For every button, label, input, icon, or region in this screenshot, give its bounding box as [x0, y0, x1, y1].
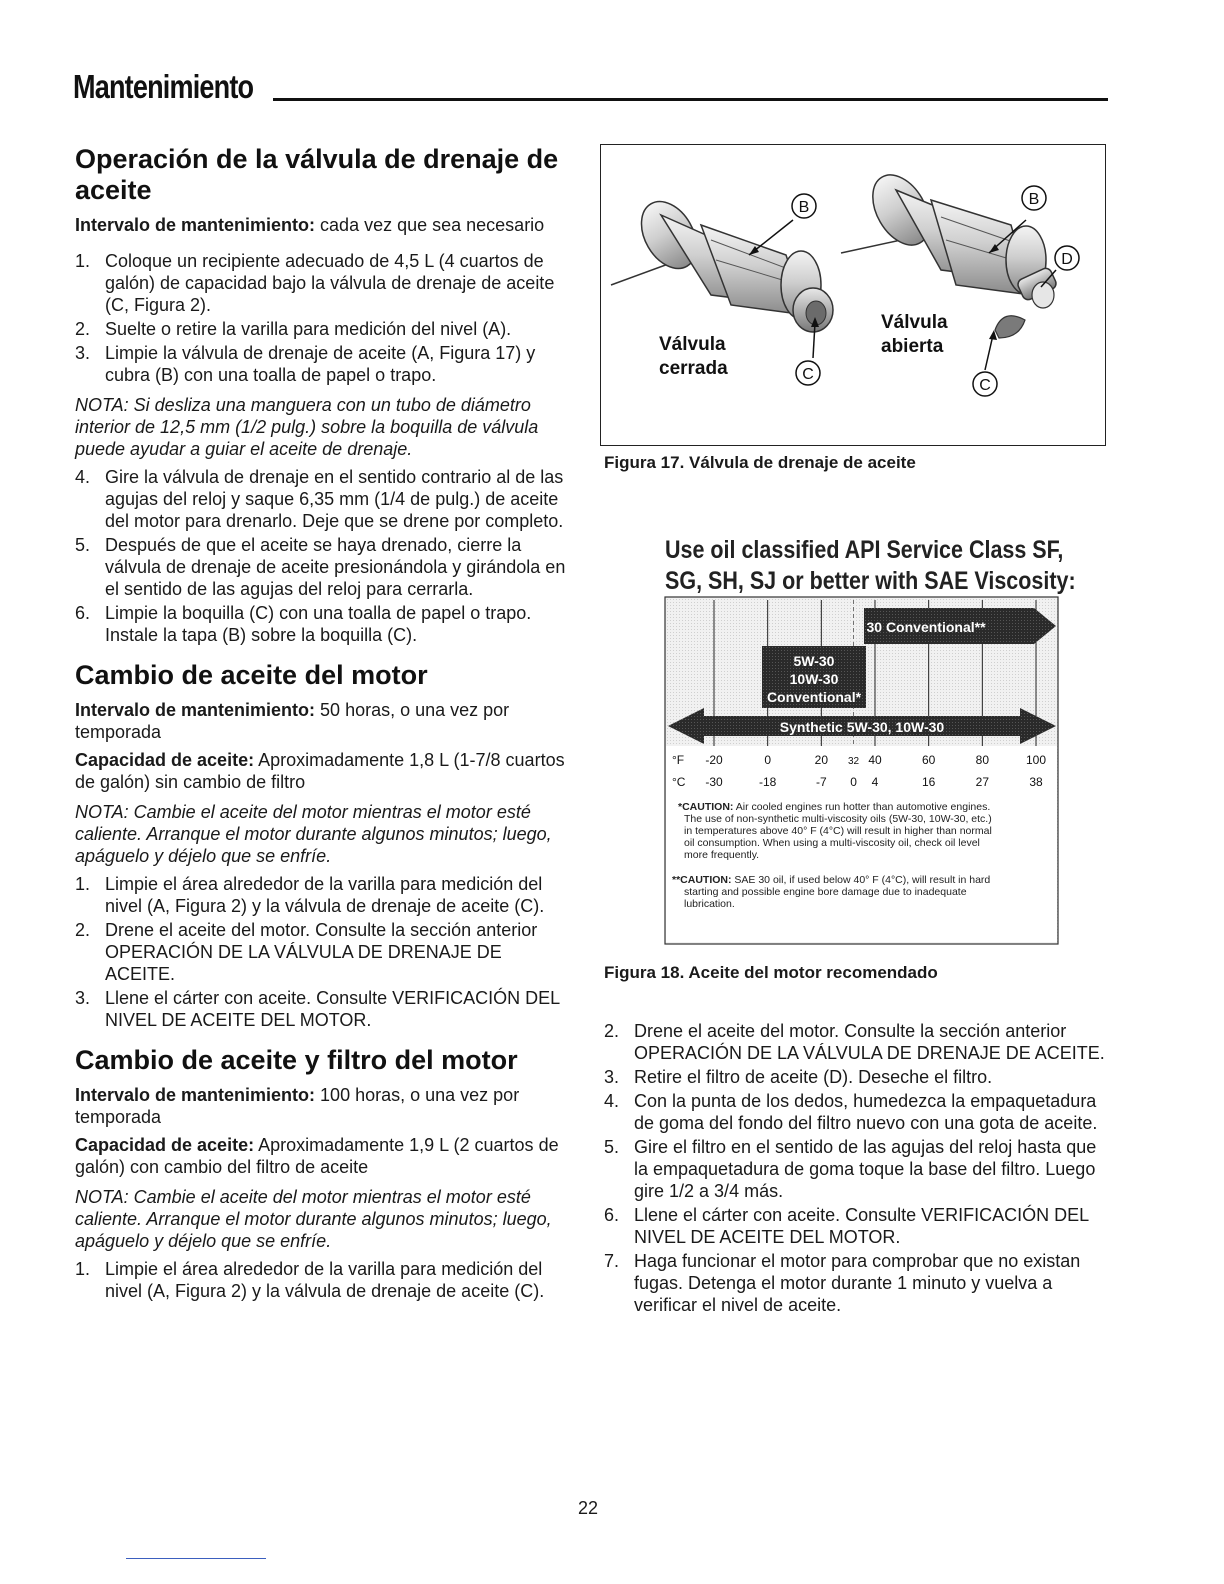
section2-capacity-label: Capacidad de aceite: — [75, 750, 255, 770]
callout-b-label: B — [1028, 191, 1040, 208]
list-item: 1. Coloque un recipiente adecuado de 4,5 L (4 cuartos de galón) de capacidad bajo la válvula de drenaje de aceite (C, Figura 2). — [75, 251, 555, 315]
bar-5w30-label-3: Conventional* — [766, 689, 862, 705]
celsius-tick-label: 4 — [871, 775, 879, 789]
caution2-line: starting and possible engine bore damage due to inadequate — [684, 886, 967, 898]
section3-capacity-value: Aproximadamente 1,9 L (2 cuartos de galón) con cambio del filtro de aceite — [75, 1135, 559, 1177]
caution1-label: *CAUTION: — [678, 801, 734, 813]
caution1-line: more frequently. — [684, 849, 760, 861]
celsius-tick-label: 16 — [921, 775, 936, 789]
list-item: 7. Haga funcionar el motor para comprobar que no existan fugas. Detenga el motor durante 1 minuto y vuelva a verificar el nivel de aceite. — [604, 1251, 1081, 1315]
section1-title: Operación de la válvula de drenaje de aceite — [75, 144, 559, 205]
figure17-illustration — [600, 144, 1106, 446]
section2-capacity — [75, 749, 575, 793]
section1-interval — [75, 214, 575, 236]
temperature-scale-band — [666, 746, 1057, 794]
list-item: 3. Limpie la válvula de drenaje de aceite (A, Figura 17) y cubra (B) con una toalla de papel o trapo. — [75, 343, 536, 385]
list-item: 3. Retire el filtro de aceite (D). Deseche el filtro. — [604, 1067, 993, 1087]
section3-interval-label: Intervalo de mantenimiento: — [75, 1085, 316, 1105]
bar-synthetic-label: Synthetic 5W-30, 10W-30 — [779, 719, 945, 735]
left-column — [75, 140, 575, 1306]
section1-interval-label: Intervalo de mantenimiento: — [75, 215, 316, 235]
list-item: 2. Drene el aceite del motor. Consulte la sección anterior OPERACIÓN DE LA VÁLVULA DE DRENAJE DE ACEITE. — [75, 920, 538, 984]
fahrenheit-tick-label: 40 — [868, 753, 882, 767]
oil-viscosity-chart — [664, 596, 1060, 946]
fahrenheit-tick-label: 20 — [814, 753, 829, 767]
figure18-heading-line1: Use oil classified API Service Class SF, — [665, 536, 1064, 564]
callout-d-label: D — [1061, 251, 1073, 268]
fahrenheit-tick-label: 60 — [921, 753, 936, 767]
section1-interval-value: cada vez que sea necesario — [315, 215, 545, 235]
fahrenheit-tick-label: -20 — [705, 753, 723, 767]
caution1-line: in temperatures above 40° F (4°C) will result in higher than normal — [684, 825, 992, 837]
celsius-tick-label: -30 — [705, 775, 723, 789]
list-item: 5. Después de que el aceite se haya drenado, cierre la válvula de drenaje de aceite presionándola y girándola en el sentido de las agujas del reloj para cerrarla. — [75, 535, 566, 599]
caution1-line: *CAUTION: Air cooled engines run hotter than automotive engines. — [678, 801, 991, 813]
section1-steps-a — [75, 250, 575, 386]
figure18-heading-line2: SG, SH, SJ or better with SAE Viscosity: — [665, 567, 1076, 595]
fahrenheit-tick-label: 32 — [847, 756, 860, 767]
page-header — [73, 68, 1108, 108]
section3-interval-value: 100 horas, o una vez por temporada — [75, 1085, 520, 1127]
viscosity-chart-svg — [664, 596, 1060, 946]
section3-note: NOTA: Cambie el aceite del motor mientras el motor esté caliente. Arranque el motor durante algunos minutos; luego, apáguelo y déjelo que se enfríe. — [75, 1187, 552, 1251]
caution2-line: **CAUTION: SAE 30 oil, if used below 40° F (4°C), will result in hard — [672, 874, 991, 886]
caution1-line: The use of non-synthetic multi-viscosity oils (5W-30, 10W-30, etc.) — [684, 813, 992, 825]
callout-c-label: C — [979, 377, 991, 394]
celsius-tick-label: 27 — [975, 775, 990, 789]
section3-steps-right — [604, 1020, 1114, 1318]
section3-capacity-label: Capacidad de aceite: — [75, 1135, 255, 1155]
caution2-line: lubrication. — [684, 898, 735, 910]
section2-interval — [75, 699, 575, 743]
section3-title: Cambio de aceite y filtro del motor — [75, 1045, 518, 1075]
section2-steps — [75, 873, 575, 1031]
celsius-tick-label: -7 — [815, 775, 827, 789]
closed-valve-label-2: cerrada — [659, 358, 728, 379]
section3-steps-left — [75, 1258, 575, 1302]
header-title: Mantenimiento — [73, 68, 254, 105]
list-item: 3. Llene el cárter con aceite. Consulte VERIFICACIÓN DEL NIVEL DE ACEITE DEL MOTOR. — [75, 988, 560, 1030]
header-rule — [273, 98, 1108, 101]
section1-note: NOTA: Si desliza una manguera con un tubo de diámetro interior de 12,5 mm (1/2 pulg.) sobre la boquilla de válvula puede ayudar a guiar el aceite de drenaje. — [75, 395, 539, 459]
open-valve-label-1: Válvula — [881, 312, 948, 333]
section2-title: Cambio de aceite del motor — [75, 660, 428, 690]
section2-interval-label: Intervalo de mantenimiento: — [75, 700, 316, 720]
bar-30-label: 30 Conventional** — [866, 619, 986, 635]
celsius-tick-label: -18 — [758, 775, 777, 789]
list-item: 6. Llene el cárter con aceite. Consulte VERIFICACIÓN DEL NIVEL DE ACEITE DEL MOTOR. — [604, 1205, 1089, 1247]
celsius-tick-label: 38 — [1029, 775, 1043, 789]
list-item: 1. Limpie el área alrededor de la varilla para medición del nivel (A, Figura 2) y la válvula de drenaje de aceite (C). — [75, 1259, 545, 1301]
fahrenheit-tick-label: 100 — [1025, 753, 1047, 767]
caution1-line: oil consumption. When using a multi-viscosity oil, check oil level — [684, 837, 980, 849]
list-item: 4. Con la punta de los dedos, humedezca la empaquetadura de goma del fondo del filtro nuevo con una gota de aceite. — [604, 1091, 1098, 1133]
section3-capacity — [75, 1134, 575, 1178]
fahrenheit-unit: °F — [672, 753, 685, 767]
callout-line — [985, 335, 993, 370]
figure18-caption: Figura 18. Aceite del motor recomendado — [604, 963, 938, 982]
celsius-unit: °C — [672, 775, 686, 789]
fahrenheit-tick-label: 80 — [975, 753, 990, 767]
bar-5w30-label-2: 10W-30 — [789, 671, 839, 687]
list-item: 4. Gire la válvula de drenaje en el sentido contrario al de las agujas del reloj y saque 6,35 mm (1/4 de pulg.) de aceite del motor para drenarlo. Deje que se drene por completo. — [75, 467, 564, 531]
list-item: 5. Gire el filtro en el sentido de las agujas del reloj hasta que la empaquetadura de goma toque la base del filtro. Luego gire 1/2 a 3/4 más. — [604, 1137, 1097, 1201]
list-item: 2. Drene el aceite del motor. Consulte la sección anterior OPERACIÓN DE LA VÁLVULA DE DRENAJE DE ACEITE. — [604, 1021, 1105, 1063]
section3-interval — [75, 1084, 575, 1128]
section2-capacity-value: Aproximadamente 1,8 L (1-7/8 cuartos de galón) sin cambio de filtro — [75, 750, 565, 792]
section2-note: NOTA: Cambie el aceite del motor mientras el motor esté caliente. Arranque el motor durante algunos minutos; luego, apáguelo y déjelo que se enfríe. — [75, 802, 552, 866]
section1-steps-b — [75, 466, 575, 646]
figure17-caption: Figura 17. Válvula de drenaje de aceite — [604, 453, 916, 472]
open-valve-label-2: abierta — [881, 336, 944, 357]
bar-5w30-label-1: 5W-30 — [793, 653, 835, 669]
page-number: 22 — [578, 1498, 599, 1518]
section2-interval-value: 50 horas, o una vez por temporada — [75, 700, 510, 742]
callout-c-label: C — [802, 366, 814, 383]
footer-rule — [126, 1558, 266, 1559]
callout-b-label: B — [798, 199, 810, 216]
oil-drain-valve-illustration — [601, 145, 1105, 445]
caution2-label: **CAUTION: — [672, 874, 732, 886]
list-item: 6. Limpie la boquilla (C) con una toalla de papel o trapo. Instale la tapa (B) sobre la boquilla (C). — [75, 603, 532, 645]
list-item: 1. Limpie el área alrededor de la varilla para medición del nivel (A, Figura 2) y la válvula de drenaje de aceite (C). — [75, 874, 545, 916]
list-item: 2. Suelte o retire la varilla para medición del nivel (A). — [75, 319, 512, 339]
celsius-tick-label: 0 — [850, 775, 857, 789]
fahrenheit-tick-label: 0 — [764, 753, 772, 767]
closed-valve-label-1: Válvula — [659, 334, 726, 355]
figure18-heading — [665, 535, 1076, 597]
